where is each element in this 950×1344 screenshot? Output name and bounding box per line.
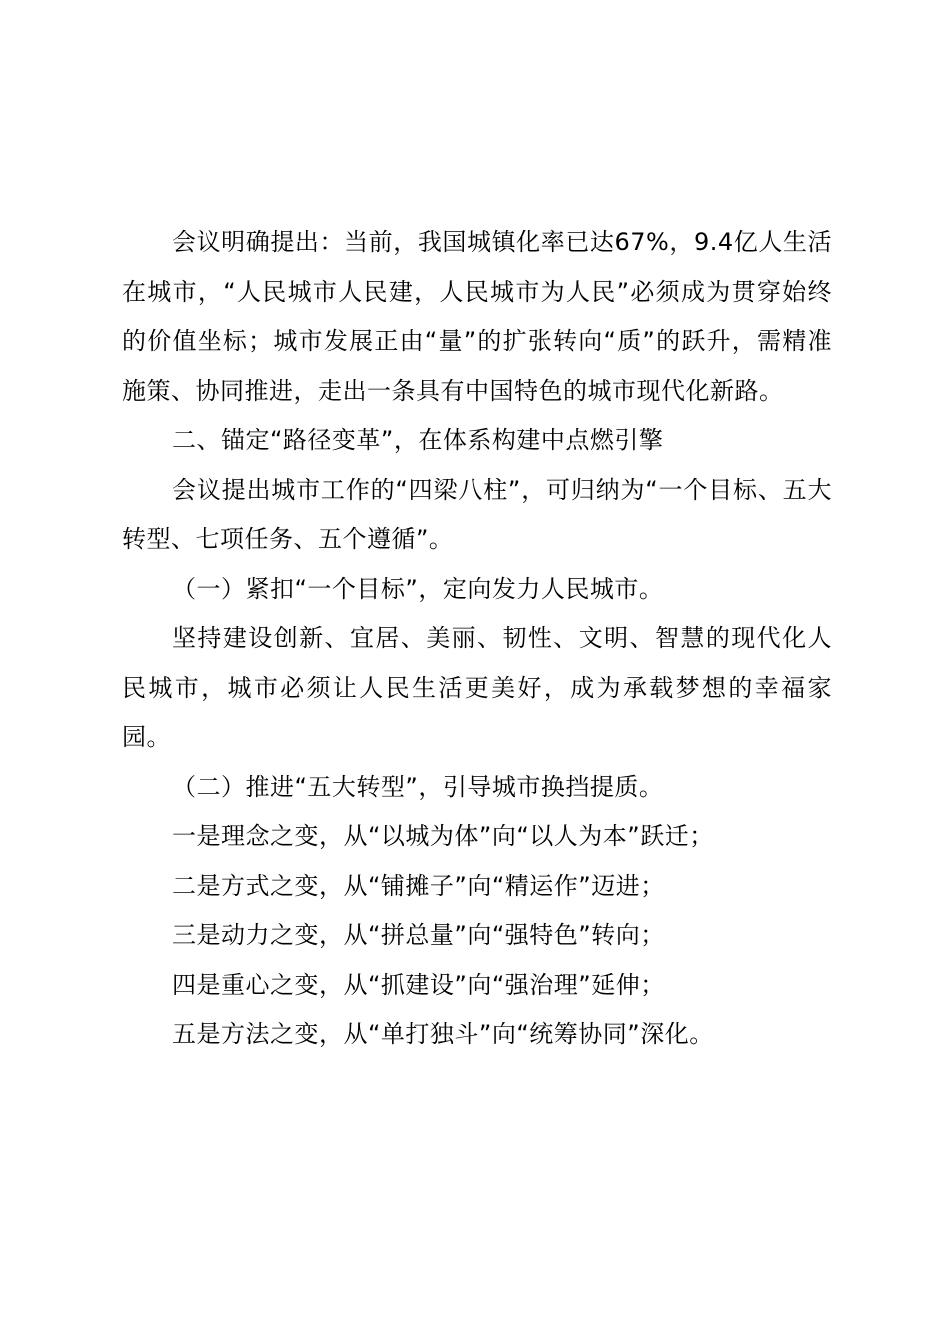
list-item-transformation-5: 五是方法之变，从“单打独斗”向“统筹协同”深化。 [172,1020,714,1048]
paragraph-urbanization-summary: 会议明确提出：当前，我国城镇化率已达67%，9.4亿人生活在城市，“人民城市人民建，人民城市为人民”必须成为贯穿始终的价值坐标；城市发展正由“量”的扩张转向“质”的跃升，需精准施策、协同推进，走出一条具有中国特色的城市现代化新路。 [122,228,832,405]
subheading-five-transformations: （二）推进“五大转型”，引导城市换挡提质。 [172,772,664,801]
paragraph-four-beams: 会议提出城市工作的“四梁八柱”，可归纳为“一个目标、五大转型、七项任务、五个遵循”。 [122,475,832,553]
subheading-one-goal: （一）紧扣“一个目标”，定向发力人民城市。 [172,574,664,603]
list-item-transformation-3: 三是动力之变，从“拼总量”向“强特色”转向； [172,921,665,949]
list-item-transformation-4: 四是重心之变，从“抓建设”向“强治理”延伸； [172,970,665,999]
list-item-transformation-1: 一是理念之变，从“以城为体”向“以人为本”跃迁； [172,822,714,850]
paragraph-people-city: 坚持建设创新、宜居、美丽、韧性、文明、智慧的现代化人民城市，城市必须让人民生活更美好，成为承载梦想的幸福家园。 [122,624,832,751]
list-item-transformation-2: 二是方式之变，从“铺摊子”向“精运作”迈进； [172,871,665,900]
section-heading-2: 二、锚定“路径变革”，在体系构建中点燃引擎 [172,426,664,454]
document-body [122,218,832,1060]
